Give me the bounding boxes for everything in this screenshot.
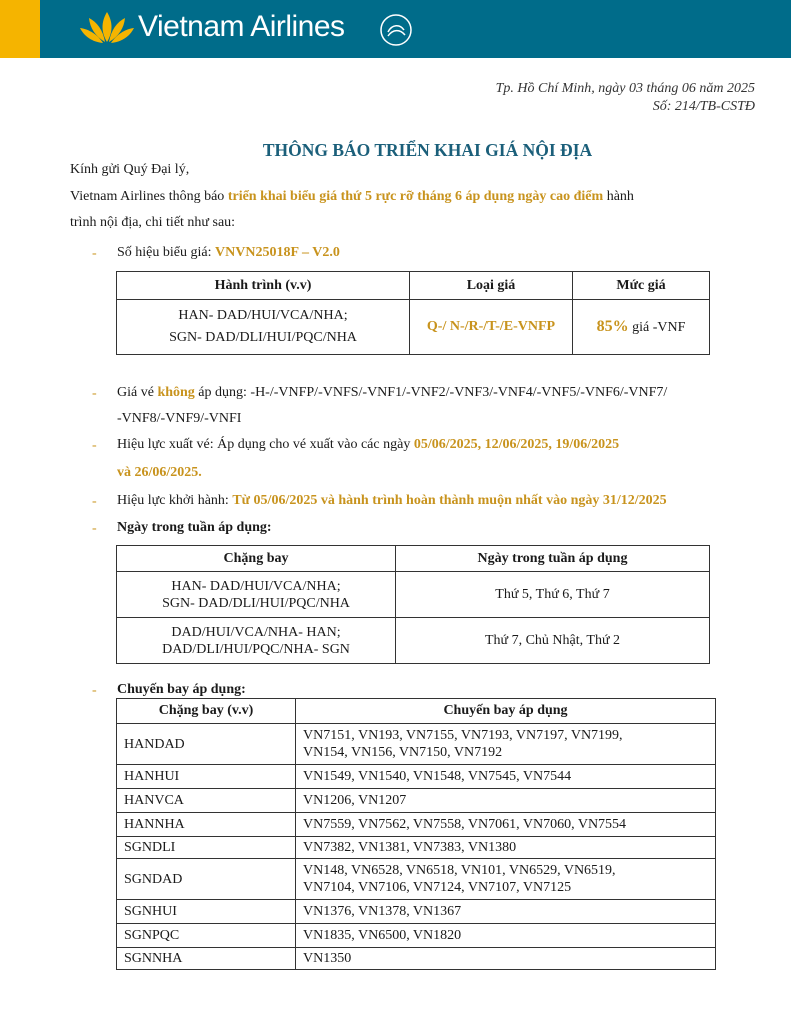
table-row	[117, 724, 716, 765]
flights-table	[116, 698, 716, 970]
price-suffix: giá -VNF	[628, 320, 686, 335]
intro-text-end: hành	[603, 189, 634, 204]
bullet-dash: -	[92, 521, 97, 536]
route-cell	[117, 300, 410, 355]
intro-text: Vietnam Airlines thông báo	[70, 189, 228, 204]
route-cell: SGNHUI	[117, 900, 296, 924]
route-cell: SGNDLI	[117, 837, 296, 859]
flights-cell: VN1549, VN1540, VN1548, VN7545, VN7544	[296, 765, 716, 789]
route-line: SGN- DAD/DLI/HUI/PQC/NHA	[169, 330, 357, 345]
intro-line2: trình nội địa, chi tiết như sau:	[70, 215, 236, 230]
travel-validity	[117, 488, 667, 514]
route-cell: SGNNHA	[117, 948, 296, 970]
flights-cell: VN1835, VN6500, VN1820	[296, 924, 716, 948]
table-header: Hành trình (v.v)	[117, 272, 410, 300]
route-cell: SGNDAD	[117, 859, 296, 900]
table-row	[117, 837, 716, 859]
travel-text: Hiệu lực khởi hành:	[117, 493, 233, 508]
fare-table	[116, 271, 710, 355]
bullet-dash: -	[92, 683, 97, 698]
price-percent: 85%	[596, 318, 629, 335]
flights-cell: VN1376, VN1378, VN1367	[296, 900, 716, 924]
place-date: Tp. Hồ Chí Minh, ngày 03 tháng 06 năm 2025	[495, 81, 755, 96]
days-cell: Thứ 5, Thứ 6, Thứ 7	[396, 572, 710, 618]
not-applied-codes: áp dụng: -H-/-VNFP/-VNFS/-VNF1/-VNF2/-VNF3/-VNF4/-VNF5/-VNF6/-VNF7/	[194, 385, 668, 400]
accent-bar	[0, 0, 40, 58]
route-line: HAN- DAD/HUI/VCA/NHA;	[178, 308, 348, 323]
table-header: Ngày trong tuần áp dụng	[396, 546, 710, 572]
route-line: DAD/DLI/HUI/PQC/NHA- SGN	[162, 641, 350, 657]
table-row	[117, 789, 716, 813]
fare-code-label: Số hiệu biểu giá:	[117, 245, 215, 260]
table-row	[117, 300, 710, 355]
document-number: Số: 214/TB-CSTĐ	[652, 99, 755, 114]
brand-name: Vietnam Airlines	[138, 10, 345, 43]
table-header: Chặng bay	[117, 546, 396, 572]
table-row	[117, 924, 716, 948]
fare-code-value: VNVN25018F – V2.0	[215, 245, 340, 260]
table-row	[117, 765, 716, 789]
page-title: THÔNG BÁO TRIỂN KHAI GIÁ NỘI ĐỊA	[262, 140, 593, 160]
table-row	[117, 813, 716, 837]
flights-line: VN7104, VN7106, VN7124, VN7107, VN7125	[303, 880, 572, 895]
greeting: Kính gửi Quý Đại lý,	[70, 162, 190, 177]
route-cell: HANDAD	[117, 724, 296, 765]
not-applied-highlight: không	[157, 385, 195, 400]
route-cell: HANVCA	[117, 789, 296, 813]
table-header: Mức giá	[573, 272, 710, 300]
table-row	[117, 948, 716, 970]
flights-cell: VN7382, VN1381, VN7383, VN1380	[296, 837, 716, 859]
flights-cell: VN1350	[296, 948, 716, 970]
intro-line1	[70, 184, 634, 210]
flights-cell	[296, 859, 716, 900]
bullet-dash: -	[92, 246, 97, 261]
days-cell: Thứ 7, Chủ Nhật, Thứ 2	[396, 618, 710, 664]
route-line: DAD/HUI/VCA/NHA- HAN;	[171, 624, 341, 640]
intro-highlight: triển khai biểu giá thứ 5 rực rỡ tháng 6 áp dụng ngày cao điểm	[227, 189, 604, 204]
route-cell	[117, 572, 396, 618]
bullet-dash: -	[92, 494, 97, 509]
lotus-logo-icon	[78, 8, 136, 48]
flights-cell: VN7559, VN7562, VN7558, VN7061, VN7060, VN7554	[296, 813, 716, 837]
not-applied-text: Giá vé	[117, 385, 158, 400]
ticketing-line2: và 26/06/2025.	[117, 465, 202, 480]
flights-label: Chuyến bay áp dụng:	[117, 682, 246, 697]
weekday-table	[116, 545, 710, 664]
fare-code	[117, 240, 340, 266]
fare-type-cell: Q-/ N-/R-/T-/E-VNFP	[410, 300, 573, 355]
bullet-dash: -	[92, 438, 97, 453]
travel-value: Từ 05/06/2025 và hành trình hoàn thành muộn nhất vào ngày 31/12/2025	[232, 493, 667, 508]
route-cell: HANHUI	[117, 765, 296, 789]
header-banner	[0, 0, 791, 58]
table-row	[117, 572, 710, 618]
ticketing-dates: 05/06/2025, 12/06/2025, 19/06/2025	[413, 437, 620, 452]
flights-cell: VN1206, VN1207	[296, 789, 716, 813]
bullet-dash: -	[92, 386, 97, 401]
route-cell	[117, 618, 396, 664]
not-applied-line2: -VNF8/-VNF9/-VNFI	[117, 411, 242, 426]
table-header-row	[117, 699, 716, 724]
flights-line: VN154, VN156, VN7150, VN7192	[303, 745, 503, 760]
price-cell	[573, 300, 710, 355]
flights-line: VN148, VN6528, VN6518, VN101, VN6529, VN6519,	[303, 863, 616, 878]
flights-cell	[296, 724, 716, 765]
table-header: Loại giá	[410, 272, 573, 300]
table-header: Chuyến bay áp dụng	[296, 699, 716, 724]
table-header: Chặng bay (v.v)	[117, 699, 296, 724]
flights-line: VN7151, VN193, VN7155, VN7193, VN7197, VN7199,	[303, 728, 623, 743]
table-row	[117, 618, 710, 664]
not-applied-line1	[117, 380, 667, 406]
ticketing-text: Hiệu lực xuất vé: Áp dụng cho vé xuất vào các ngày	[117, 437, 414, 452]
skyteam-icon	[378, 12, 414, 48]
table-row	[117, 900, 716, 924]
route-cell: HANNHA	[117, 813, 296, 837]
table-row	[117, 859, 716, 900]
weekday-label: Ngày trong tuần áp dụng:	[117, 520, 272, 535]
route-line: SGN- DAD/DLI/HUI/PQC/NHA	[162, 595, 350, 611]
table-header-row	[117, 546, 710, 572]
route-line: HAN- DAD/HUI/VCA/NHA;	[171, 578, 341, 594]
ticketing-line1	[117, 432, 619, 458]
table-header-row	[117, 272, 710, 300]
route-cell: SGNPQC	[117, 924, 296, 948]
